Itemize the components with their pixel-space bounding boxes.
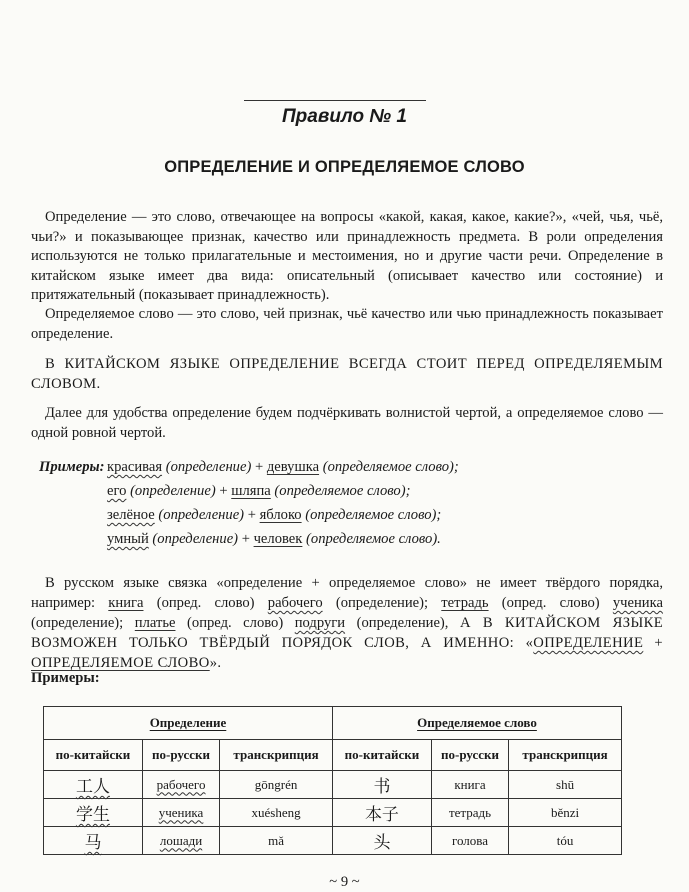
table-cell: 学生 <box>75 805 110 825</box>
table-group-header: Определяемое слово <box>332 707 621 740</box>
example-line: его (определение) + шляпа (определяемое слово); <box>107 483 411 499</box>
table-column-header: транскрипция <box>509 740 622 771</box>
table-cell: mǎ <box>268 832 284 848</box>
title-rule-line <box>244 100 426 101</box>
example-line: красивая (определение) + девушка (определяемое слово); <box>107 459 459 475</box>
examples-label-2: Примеры: <box>31 670 100 686</box>
table-column-header: по-китайски <box>44 740 143 771</box>
examples-label: Примеры: <box>39 459 105 475</box>
table-cell: gōngrén <box>254 776 298 792</box>
example-line: зелёное (определение) + яблоко (определяемое слово); <box>107 507 442 523</box>
table-cell: 书 <box>373 777 391 797</box>
table-cell: 马 <box>84 833 102 853</box>
table-cell: 头 <box>373 833 391 853</box>
paragraph-word-order: В русском языке связка «определение + определяемое слово» не имеет твёрдого порядка, например: книга (опред. слово) рабочего (определение); тетрадь (опред. слово) ученика (определение); платье (опред. слово) подруги (определение), А В КИТАЙСКОМ ЯЗЫКЕ ВОЗМОЖЕН ТОЛЬКО ТВЁРДЫЙ ПОРЯДОК СЛОВ, А ИМЕННО: «ОПРЕДЕЛЕНИЕ + ОПРЕДЕЛЯЕМОЕ СЛОВО». <box>31 575 664 671</box>
table-cell: книга <box>454 776 486 792</box>
table-cell: тетрадь <box>448 804 492 820</box>
table-row <box>44 827 622 855</box>
page-number: ~ 9 ~ <box>329 874 360 890</box>
table-column-header: по-китайски <box>332 740 431 771</box>
examples-table <box>43 706 622 855</box>
table-row <box>44 771 622 799</box>
paragraph-definition: Определение — это слово, отвечающее на вопросы «какой, какая, какое, какие?», «чей, чья, чьё, чьи?» и показывающее признак, качество или принадлежность предмета. В роли определения используются не только прилагательные и местоимения, но и другие части речи. Определение в китайском языке имеет два вида: описательный (описывает качество или состояние) и притяжательный (показывает принадлежность). <box>31 209 663 303</box>
table-cell: голова <box>451 832 489 848</box>
table-cell: xuésheng <box>251 804 301 820</box>
table-cell: shū <box>556 776 575 792</box>
paragraph-rule-caps: В КИТАЙСКОМ ЯЗЫКЕ ОПРЕДЕЛЕНИЕ ВСЕГДА СТОИТ ПЕРЕД ОПРЕДЕЛЯЕМЫМ СЛОВОМ. <box>31 356 663 392</box>
table-column-header: по-русски <box>431 740 508 771</box>
table-column-header: по-русски <box>142 740 219 771</box>
rule-title: Правило № 1 <box>282 106 407 127</box>
paragraph-underline-convention: Далее для удобства определение будем подчёркивать волнистой чертой, а определяемое слово — одной ровной чертой. <box>31 405 663 441</box>
table-cell: 本子 <box>364 805 399 825</box>
example-line: умный (определение) + человек (определяемое слово). <box>107 531 441 547</box>
paragraph-defined-word: Определяемое слово — это слово, чей признак, чьё качество или чью принадлежность показывает определение. <box>31 306 663 342</box>
table-cell: ученика <box>158 804 204 820</box>
table-cell: 工人 <box>75 777 110 797</box>
table-cell: tóu <box>556 832 574 848</box>
table-group-header: Определение <box>44 707 333 740</box>
table-row <box>44 799 622 827</box>
table-column-header: транскрипция <box>220 740 333 771</box>
table-cell: рабочего <box>156 776 206 792</box>
table-cell: лошади <box>159 832 203 848</box>
table-cell: běnzi <box>550 804 580 820</box>
section-heading: ОПРЕДЕЛЕНИЕ И ОПРЕДЕЛЯЕМОЕ СЛОВО <box>164 158 525 176</box>
